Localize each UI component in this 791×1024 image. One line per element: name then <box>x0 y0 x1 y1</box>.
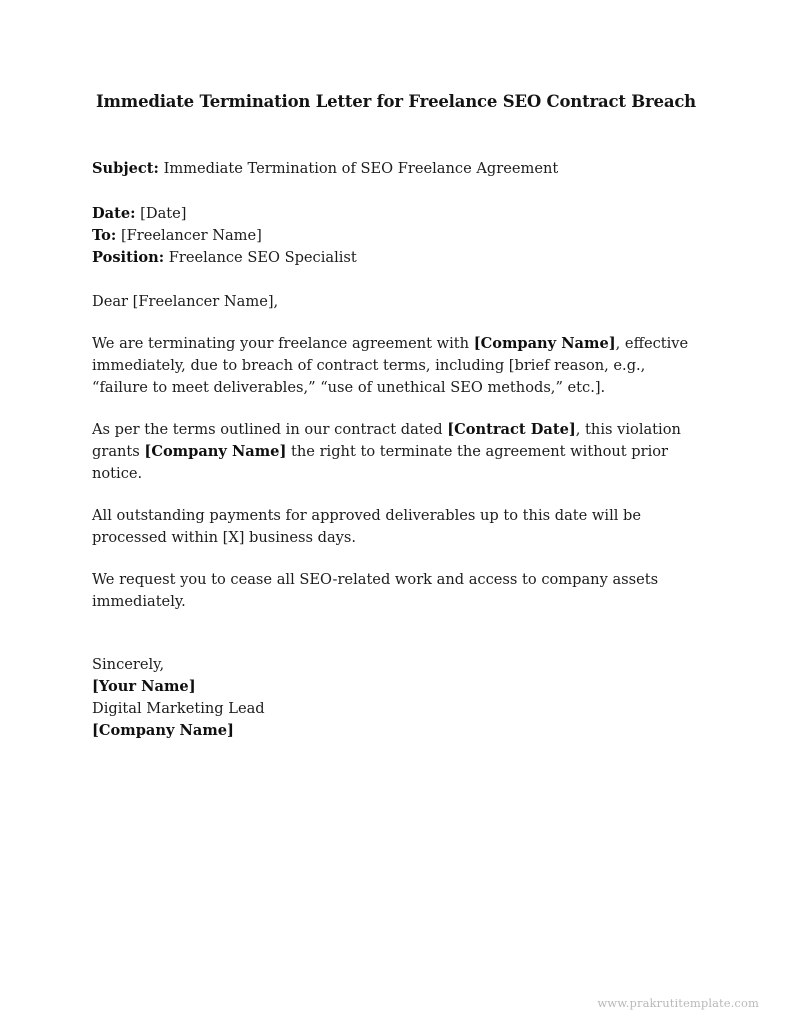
text-run: As per the terms outlined in our contract dated <box>92 421 448 438</box>
paragraph-outstanding-payments <box>92 505 700 549</box>
signature-sender-title: Digital Marketing Lead <box>92 700 265 717</box>
salutation: Dear [Freelancer Name], <box>92 293 279 310</box>
text-run: We are terminating your freelance agreement with <box>92 335 474 352</box>
paragraph-termination-notice <box>92 333 700 399</box>
letter-body <box>92 158 700 742</box>
subject-line <box>92 158 700 180</box>
signature-closing: Sincerely, <box>92 656 165 673</box>
to-value: [Freelancer Name] <box>120 227 262 244</box>
position-value: Freelance SEO Specialist <box>168 249 357 266</box>
subject-value: Immediate Termination of SEO Freelance Agreement <box>163 160 559 177</box>
text-run: All outstanding payments for approved deliverables up to this date will be processed within [X] business days. <box>92 507 642 546</box>
text-run: , effective immediately, due to breach of contract terms, including [brief reason, e.g., “failure to meet deliverables,” “use of unethical SEO methods,” etc.]. <box>92 335 689 396</box>
emphasis-run: [Company Name] <box>473 335 616 352</box>
meta-row-date <box>92 203 700 225</box>
text-run: the right to terminate the agreement without prior notice. <box>92 443 669 482</box>
paragraph-contract-terms <box>92 419 700 485</box>
page-title: Immediate Termination Letter for Freelance SEO Contract Breach <box>96 92 696 111</box>
signature-company-text: [Company Name] <box>92 722 234 739</box>
date-value: [Date] <box>140 205 187 222</box>
signature-sender-name <box>92 676 700 698</box>
meta-row-position <box>92 247 700 269</box>
meta-row-to <box>92 225 700 247</box>
position-label: Position: <box>92 249 165 266</box>
footer-watermark: www.prakrutitemplate.com <box>597 996 759 1010</box>
subject-label: Subject: <box>92 160 159 177</box>
paragraph-cease-work <box>92 569 700 613</box>
signature-sender-name-text: [Your Name] <box>92 678 196 695</box>
signature-company <box>92 720 700 742</box>
text-run: , this violation grants <box>92 421 681 460</box>
to-label: To: <box>92 227 117 244</box>
emphasis-run: [Contract Date] <box>447 421 576 438</box>
meta-block <box>92 203 700 269</box>
emphasis-run: [Company Name] <box>144 443 287 460</box>
signature-block <box>92 654 700 742</box>
date-label: Date: <box>92 205 136 222</box>
text-run: We request you to cease all SEO-related work and access to company assets immediately. <box>92 571 659 610</box>
